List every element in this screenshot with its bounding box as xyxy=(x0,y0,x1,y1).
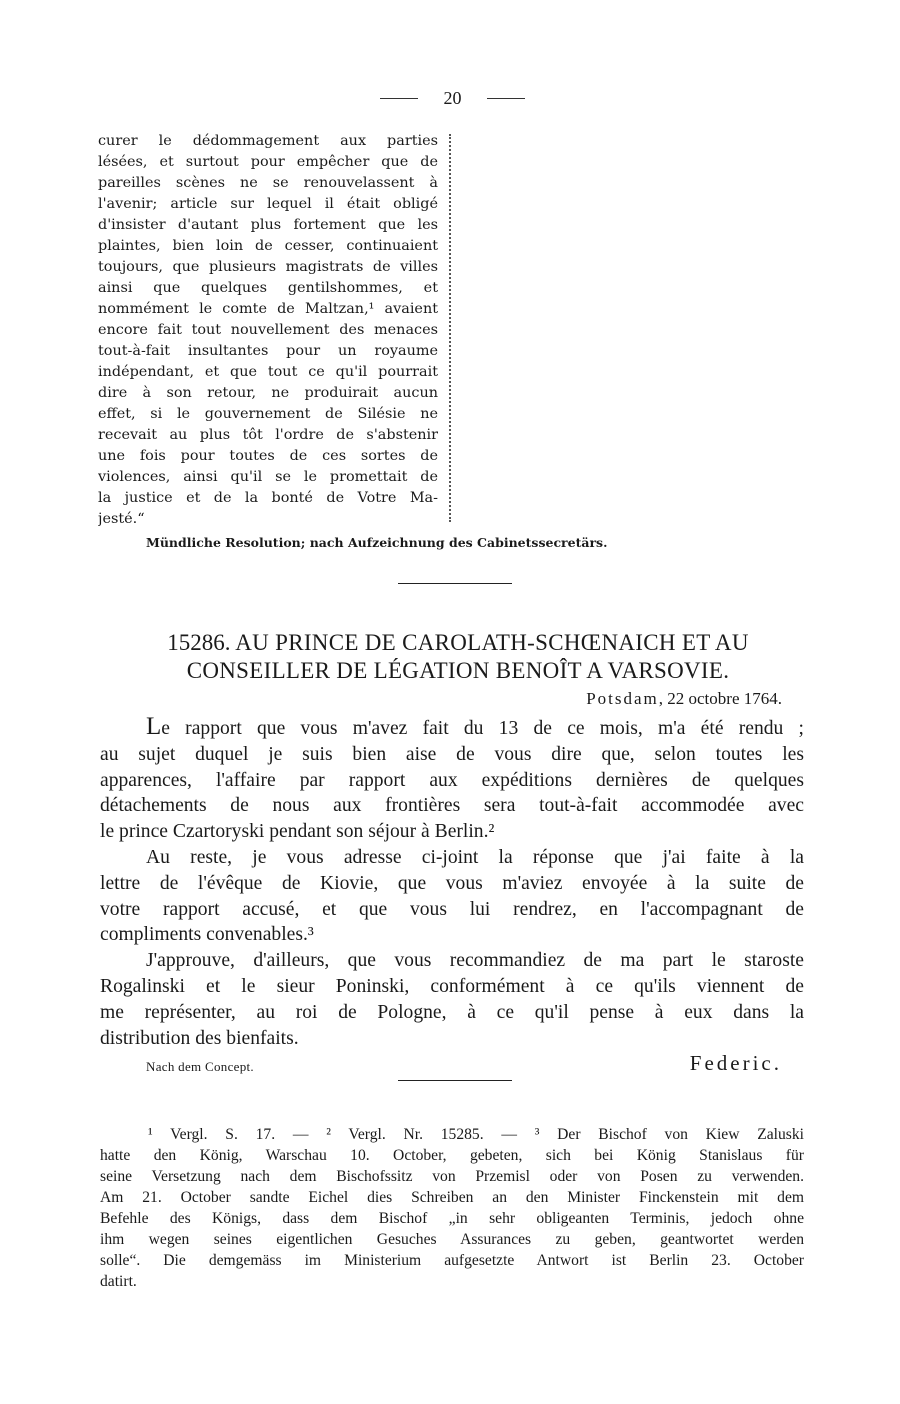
column-line: violences, ainsi qu'il se le promettait de xyxy=(98,469,438,485)
column-line: lésées, et surtout pour empêcher que de xyxy=(98,154,438,170)
footnote-line: ihm wegen seines eigentlichen Gesuches Assurances zu geben, geantwortet werden xyxy=(100,1231,804,1248)
paragraph-line: me représenter, au roi de Pologne, à ce qu'il pense à eux dans la xyxy=(100,1001,804,1023)
column-line: jesté.“ xyxy=(98,511,145,527)
initial-letter: L xyxy=(146,713,162,740)
letter-title xyxy=(128,629,788,685)
header-rule-right xyxy=(487,98,525,99)
page-number: 20 xyxy=(443,88,462,108)
column-line: curer le dédommagement aux parties xyxy=(98,133,438,149)
column-line: indépendant, et que tout ce qu'il pourrait xyxy=(98,364,438,380)
dateline-date: , 22 octobre 1764. xyxy=(658,689,782,708)
paragraph xyxy=(100,714,804,845)
footnote-line: hatte den König, Warschau 10. October, gebeten, sich bei König Stanislaus für xyxy=(100,1147,804,1164)
footnote-line: seine Versetzung nach dem Bischofssitz von Przemisl oder von Posen zu verwenden. xyxy=(100,1168,804,1185)
paragraph-line: Au reste, je vous adresse ci-joint la réponse que j'ai faite à la xyxy=(146,846,804,868)
footnote-line: Am 21. October sandte Eichel dies Schreiben an den Minister Finckenstein mit dem xyxy=(100,1189,804,1206)
column-line: d'insister d'autant plus fortement que les xyxy=(98,217,438,233)
dateline-place: Potsdam xyxy=(586,689,659,708)
letter-number: 15286. xyxy=(167,630,231,655)
paragraph-line: distribution des bienfaits. xyxy=(100,1027,299,1049)
source-note: Nach dem Concept. xyxy=(146,1059,254,1074)
letter-title-text: AU PRINCE DE CAROLATH-SCHŒNAICH ET AU xyxy=(235,630,749,655)
line-text: e rapport que vous m'avez fait du 13 de ce mois, m'a été rendu ; xyxy=(161,718,804,739)
column-line: nommément le comte de Maltzan,¹ avaient xyxy=(98,301,438,317)
resolution-note: Mündliche Resolution; nach Aufzeichnung des Cabinetssecretärs. xyxy=(146,535,608,550)
dateline xyxy=(586,689,782,709)
paragraph-line: apparences, l'affaire par rapport aux expéditions dernières de quelques xyxy=(100,769,804,791)
header-rule-left xyxy=(380,98,418,99)
paragraph xyxy=(100,845,804,948)
footnotes xyxy=(100,1124,804,1292)
footnote-line: ¹ Vergl. S. 17. — ² Vergl. Nr. 15285. — ³ Der Bischof von Kiew Zaluski xyxy=(148,1126,804,1143)
paragraph-line xyxy=(100,714,804,742)
column-line: encore fait tout nouvellement des menaces xyxy=(98,322,438,338)
column-line: l'avenir; article sur lequel il était obligé xyxy=(98,196,438,212)
paragraph-line: compliments convenables.³ xyxy=(100,924,314,946)
footnote-line: solle“. Die demgemäss im Ministerium aufgesetzte Antwort ist Berlin 23. October xyxy=(100,1252,804,1269)
paragraph-line: le prince Czartoryski pendant son séjour à Berlin.² xyxy=(100,821,495,843)
paragraph-line: détachements de nous aux frontières sera tout-à-fait accommodée avec xyxy=(100,795,804,817)
page-number-header xyxy=(380,88,525,109)
column-line: pareilles scènes ne se renouvelassent à xyxy=(98,175,438,191)
column-line: ainsi que quelques gentilshommes, et xyxy=(98,280,438,296)
signature: Federic. xyxy=(689,1051,782,1075)
paragraph-line: votre rapport accusé, et que vous lui rendrez, en l'accompagnant de xyxy=(100,898,804,920)
column-divider xyxy=(449,134,451,522)
paragraph-line: Rogalinski et le sieur Poninski, conformément à ce qu'ils viennent de xyxy=(100,975,804,997)
paragraph xyxy=(100,948,804,1051)
footnote-line: Befehle des Königs, dass dem Bischof „in sehr obligeanten Terminis, jedoch ohne xyxy=(100,1210,804,1227)
column-line: effet, si le gouvernement de Silésie ne xyxy=(98,406,438,422)
column-line: la justice et de la bonté de Votre Ma- xyxy=(98,490,438,506)
column-line: plaintes, bien loin de cesser, continuaient xyxy=(98,238,438,254)
column-line: toujours, que plusieurs magistrats de villes xyxy=(98,259,438,275)
column-line: une fois pour toutes de ces sortes de xyxy=(98,448,438,464)
column-line: recevait au plus tôt l'ordre de s'abstenir xyxy=(98,427,438,443)
footnote-rule xyxy=(398,1080,512,1081)
continued-letter-column xyxy=(98,131,438,530)
column-line: tout-à-fait insultantes pour un royaume xyxy=(98,343,438,359)
paragraph-line: lettre de l'évêque de Kiovie, que vous m'aviez envoyée à la suite de xyxy=(100,872,804,894)
paragraph-line: au sujet duquel je suis bien aise de vous dire que, selon toutes les xyxy=(100,743,804,765)
letter-body xyxy=(100,714,804,1051)
letter-title-line1 xyxy=(128,629,788,657)
section-rule xyxy=(398,583,512,584)
paragraph-line: J'approuve, d'ailleurs, que vous recommandiez de ma part le staroste xyxy=(146,950,804,972)
column-line: dire à son retour, ne produirait aucun xyxy=(98,385,438,401)
letter-title-line2: CONSEILLER DE LÉGATION BENOÎT A VARSOVIE. xyxy=(186,658,730,683)
footnote-line: datirt. xyxy=(100,1273,137,1290)
